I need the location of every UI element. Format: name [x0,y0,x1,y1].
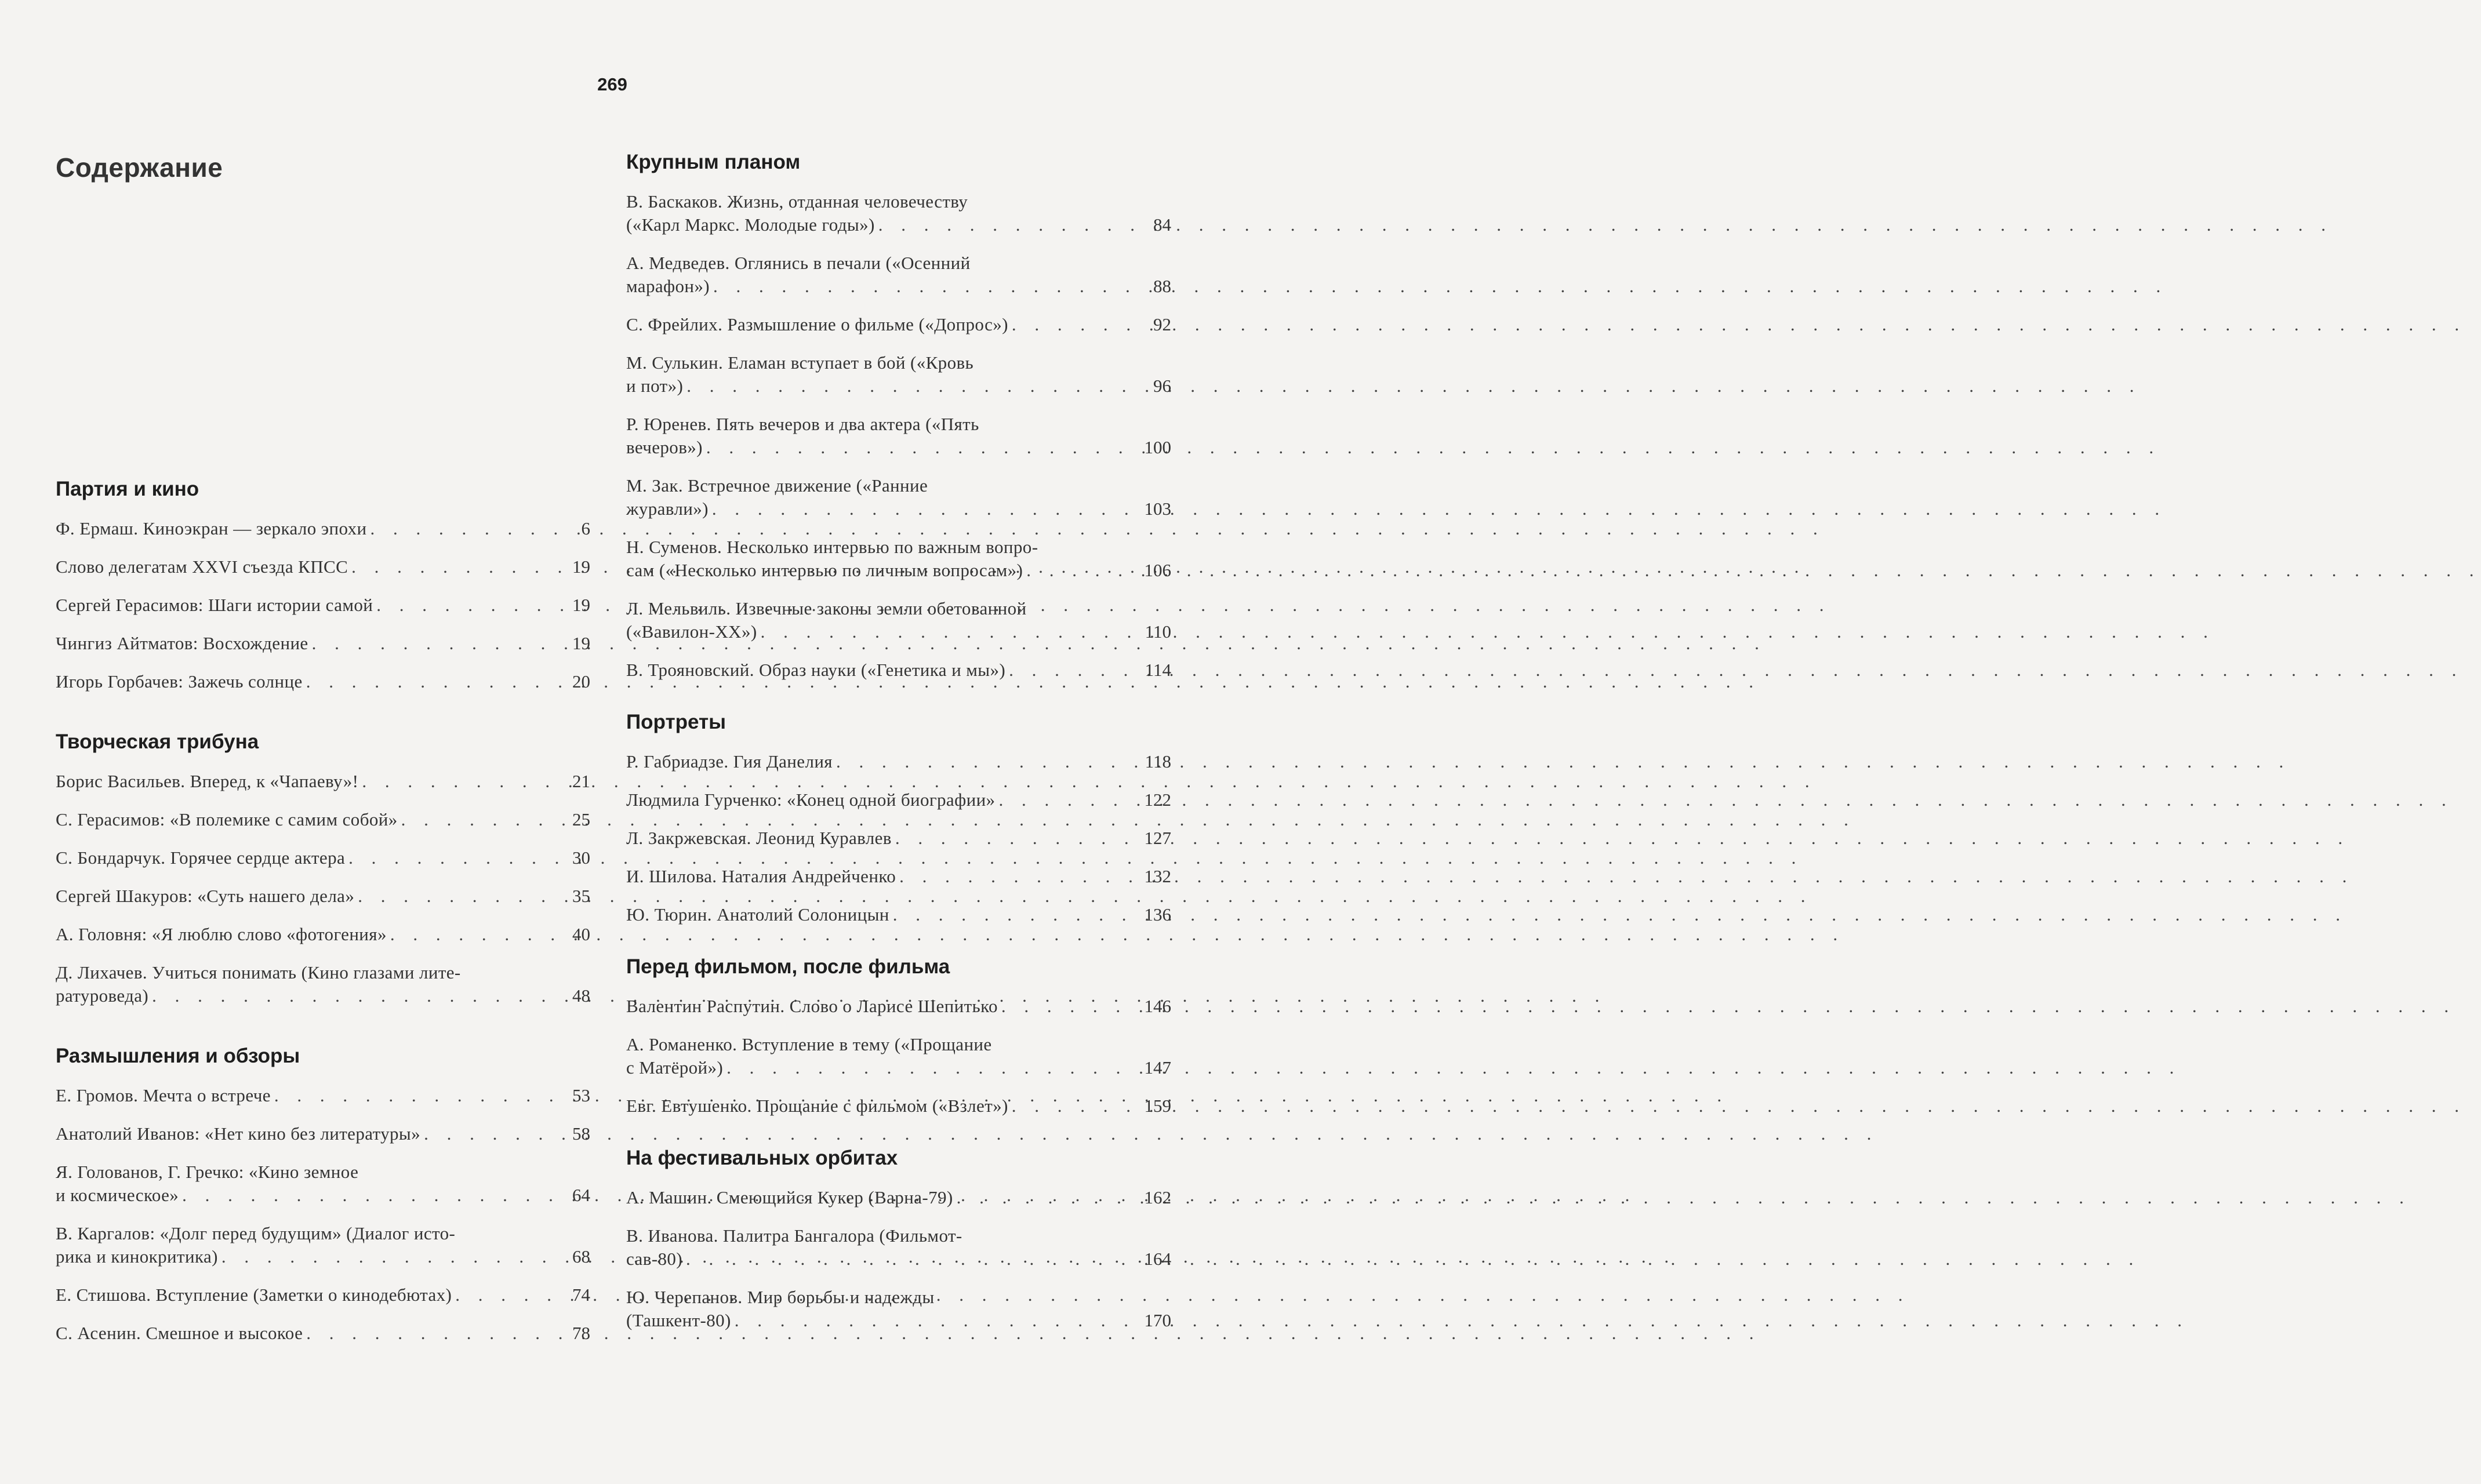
dot-leader [686,1247,1135,1271]
dot-leader [455,1283,554,1307]
toc-entry-title: С. Герасимов: «В полемике с самим собой» [56,809,398,830]
toc-entry-title: Сергей Шакуров: «Суть нашего дела» [56,886,355,906]
toc-entry-title-line: В. Иванова. Палитра Бангалора (Фильмот- [626,1225,962,1246]
toc-entry-page-number: 96 [1153,376,1171,396]
toc-entry-title: Е. Стишова. Вступление (Заметки о кинодебютах) [56,1285,452,1305]
dot-leader [836,750,1135,773]
toc-entry[interactable] [626,1224,1171,1271]
toc-entry-page-number: 100 [1144,437,1171,457]
toc-entry[interactable] [56,517,590,540]
dot-leader [1012,313,1135,336]
dot-leader [893,903,1135,926]
toc-entry-page-number: 20 [572,671,590,692]
toc-entry[interactable] [626,252,1171,298]
toc-entry-page-number: 40 [572,924,590,944]
dot-leader [370,517,554,540]
toc-entry-page-number: 146 [1144,996,1171,1016]
toc-entry[interactable] [626,474,1171,521]
dot-leader [182,1184,554,1207]
dot-leader [712,497,1135,521]
toc-entry-page-number: 78 [572,1323,590,1343]
dot-leader [348,846,554,870]
toc-entry[interactable] [56,885,590,908]
dot-leader [390,923,554,946]
dot-leader [686,374,1135,398]
toc-entry-page-number: 159 [1144,1096,1171,1116]
toc-entry[interactable] [626,1033,1171,1079]
toc-entry-title: В. Трояновский. Образ науки («Генетика и мы») [626,660,1006,680]
toc-entry[interactable] [56,1084,590,1107]
section-heading: Крупным планом [626,151,801,173]
toc-entry-page-number: 170 [1144,1310,1171,1330]
toc-entry-page-number: 162 [1144,1187,1171,1207]
section-heading: Перед фильмом, после фильма [626,955,950,978]
toc-entry-title-line: Л. Мельвиль. Извечные законы земли обетованной [626,598,1027,619]
toc-entry-page-number: 114 [1145,660,1171,680]
toc-entry-page-number: 35 [572,886,590,906]
dot-leader [424,1122,554,1145]
toc-entry[interactable] [56,808,590,831]
dot-leader [362,770,554,793]
dot-leader [878,213,1135,237]
toc-entry-title: ратуроведа) [56,985,149,1006]
toc-entry[interactable] [56,923,590,946]
dot-leader [957,1186,1135,1209]
toc-entry[interactable] [56,846,590,870]
toc-entry-page-number: 118 [1145,751,1171,772]
toc-entry-title: и космическое» [56,1185,179,1205]
toc-entry[interactable] [56,1283,590,1307]
section-heading: Творческая трибуна [56,730,259,753]
toc-entry-title: («Карл Маркс. Молодые годы») [626,214,875,235]
toc-entry[interactable] [56,594,590,617]
dot-leader [306,670,554,693]
toc-entry-title: Р. Габриадзе. Гия Данелия [626,751,833,772]
toc-entry-page-number: 147 [1144,1057,1171,1078]
toc-entry-title: А. Головня: «Я люблю слово «фотогения» [56,924,387,944]
toc-entry-page-number: 103 [1144,499,1171,519]
toc-entry-title-line: Я. Голованов, Г. Гречко: «Кино земное [56,1162,359,1182]
page-number: 269 [597,74,627,94]
toc-entry[interactable] [56,555,590,579]
dot-leader [735,1309,1135,1332]
toc-entry[interactable] [56,961,590,1007]
toc-entry-title: Слово делегатам XXVI съезда КПСС [56,556,348,577]
dot-leader [376,594,554,617]
toc-entry-page-number: 127 [1144,828,1171,848]
toc-entry-title: сам («Несколько интервью по личным вопросам») [626,560,1023,580]
dot-leader [358,885,554,908]
toc-entry[interactable] [626,1094,1171,1118]
dot-leader [351,555,554,579]
toc-entry-title-line: М. Зак. Встречное движение («Ранние [626,475,928,496]
toc-entry-title: С. Асенин. Смешное и высокое [56,1323,303,1343]
toc-entry[interactable] [626,750,1171,773]
toc-entry[interactable] [626,597,1171,643]
toc-entry-page-number: 19 [572,633,590,653]
dot-leader [706,436,1135,459]
toc-entry[interactable] [626,413,1171,459]
toc-entry-title: и пот») [626,376,684,396]
toc-entry-page-number: 68 [572,1246,590,1267]
toc-entry[interactable] [626,1186,1171,1209]
toc-entry-page-number: 19 [572,595,590,615]
toc-entry-title: С. Бондарчук. Горячее сердце актера [56,848,346,868]
toc-entry-title: Сергей Герасимов: Шаги истории самой [56,595,373,615]
toc-entry-page-number: 74 [572,1285,590,1305]
toc-entry[interactable] [626,190,1171,237]
dot-leader [274,1084,554,1107]
section-heading: Портреты [626,711,726,733]
toc-entry-title: с Матёрой») [626,1057,724,1078]
toc-entry-title: рика и кинокритика) [56,1246,218,1267]
toc-entry-title: Ю. Тюрин. Анатолий Солоницын [626,904,889,925]
dot-leader [306,1322,554,1345]
toc-entry-title: (Ташкент-80) [626,1310,731,1330]
toc-entry-title: Борис Васильев. Вперед, к «Чапаеву»! [56,771,359,791]
toc-section [626,1145,1171,1332]
toc-entry-page-number: 136 [1144,904,1171,925]
toc-entry-title: Е. Громов. Мечта о встрече [56,1085,271,1105]
toc-entry-page-number: 132 [1144,866,1171,886]
section-heading: Партия и кино [56,478,199,500]
toc-entry-title: Евг. Евтушенко. Прощание с фильмом («Взлет») [626,1096,1008,1116]
contents-title: Содержание [56,152,223,183]
toc-entry-page-number: 88 [1153,276,1171,296]
toc-entry-page-number: 19 [572,556,590,577]
toc-entry[interactable] [56,1222,590,1268]
toc-entry[interactable] [626,536,1171,582]
toc-entry-page-number: 84 [1153,214,1171,235]
toc-section [626,954,1171,1118]
toc-entry[interactable] [56,1161,590,1207]
toc-entry-title-line: М. Сулькин. Еламан вступает в бой («Кровь [626,352,974,373]
toc-left-column [56,477,590,1360]
toc-entry-title-line: Ю. Черепанов. Мир борьбы и надежды [626,1287,935,1307]
toc-entry-page-number: 58 [572,1123,590,1144]
toc-entry[interactable] [626,659,1171,682]
dot-leader [998,788,1135,812]
toc-entry-title: марафон») [626,276,710,296]
dot-leader [401,808,554,831]
dot-leader [761,620,1135,643]
toc-entry[interactable] [56,670,590,693]
toc-entry[interactable] [56,1322,590,1345]
dot-leader [899,865,1135,888]
toc-section [626,150,1171,682]
toc-right-column [626,150,1171,1347]
toc-entry[interactable] [56,632,590,655]
dot-leader [312,632,554,655]
toc-entry-page-number: 25 [572,809,590,830]
dot-leader [152,984,554,1007]
toc-entry-title: Валентин Распутин. Слово о Ларисе Шепитько [626,996,998,1016]
toc-entry-title: журавли») [626,499,709,519]
toc-entry-title: С. Фрейлих. Размышление о фильме («Допрос») [626,314,1008,334]
toc-entry-title-line: Р. Юренев. Пять вечеров и два актера («Пять [626,414,979,434]
dot-leader [1026,559,1135,582]
toc-entry[interactable] [626,995,1171,1018]
toc-entry-title: Игорь Горбачев: Зажечь солнце [56,671,303,692]
toc-section [626,710,1171,926]
toc-entry-title-line: А. Медведев. Оглянись в печали («Осенний [626,253,971,273]
toc-entry-page-number: 30 [572,848,590,868]
toc-entry-title: Л. Закржевская. Леонид Куравлев [626,828,892,848]
toc-entry-page-number: 48 [572,985,590,1006]
toc-entry[interactable] [56,770,590,793]
toc-entry-title: («Вавилон-XX») [626,621,757,642]
toc-entry-page-number: 92 [1153,314,1171,334]
dot-leader [221,1245,554,1268]
toc-entry-page-number: 122 [1144,790,1171,810]
toc-entry-title-line: Д. Лихачев. Учиться понимать (Кино глазами лите- [56,962,461,983]
toc-entry-title-line: А. Романенко. Вступление в тему («Прощание [626,1034,992,1054]
dot-leader [726,1056,1135,1079]
toc-entry[interactable] [626,313,1171,336]
toc-entry-title: Анатолий Иванов: «Нет кино без литературы» [56,1123,421,1144]
dot-leader [1009,659,1135,682]
toc-entry[interactable] [626,351,1171,398]
toc-section [56,729,590,1007]
toc-entry[interactable] [56,1122,590,1145]
toc-entry-page-number: 164 [1144,1249,1171,1269]
dot-leader [713,275,1135,298]
toc-entry-title: А. Машин. Смеющийся Кукер (Варна-79) [626,1187,953,1207]
toc-entry-title-line: В. Баскаков. Жизнь, отданная человечеству [626,191,968,212]
toc-entry-title: вечеров») [626,437,703,457]
section-heading: Размышления и обзоры [56,1045,300,1067]
toc-entry-page-number: 53 [572,1085,590,1105]
toc-section [56,1043,590,1345]
toc-entry[interactable] [626,827,1171,850]
toc-entry-page-number: 64 [572,1185,590,1205]
toc-entry-title: И. Шилова. Наталия Андрейченко [626,866,896,886]
toc-entry-page-number: 110 [1145,621,1171,642]
toc-entry-title-line: В. Каргалов: «Долг перед будущим» (Диалог исто- [56,1223,456,1243]
toc-entry-title: Людмила Гурченко: «Конец одной биографии» [626,790,996,810]
dot-leader [1012,1094,1135,1118]
toc-entry-title: Чингиз Айтматов: Восхождение [56,633,308,653]
toc-entry-title-line: Н. Суменов. Несколько интервью по важным вопро- [626,537,1038,557]
toc-entry[interactable] [626,865,1171,888]
toc-entry[interactable] [626,1286,1171,1332]
toc-entry-title: сав-80) [626,1249,682,1269]
toc-entry-page-number: 21 [572,771,590,791]
toc-entry[interactable] [626,903,1171,926]
dot-leader [1001,995,1135,1018]
toc-entry[interactable] [626,788,1171,812]
section-heading: На фестивальных орбитах [626,1147,898,1169]
toc-entry-page-number: 6 [581,518,590,539]
toc-entry-title: Ф. Ермаш. Киноэкран — зеркало эпохи [56,518,367,539]
dot-leader [895,827,1135,850]
toc-entry-page-number: 106 [1144,560,1171,580]
toc-section [56,477,590,693]
